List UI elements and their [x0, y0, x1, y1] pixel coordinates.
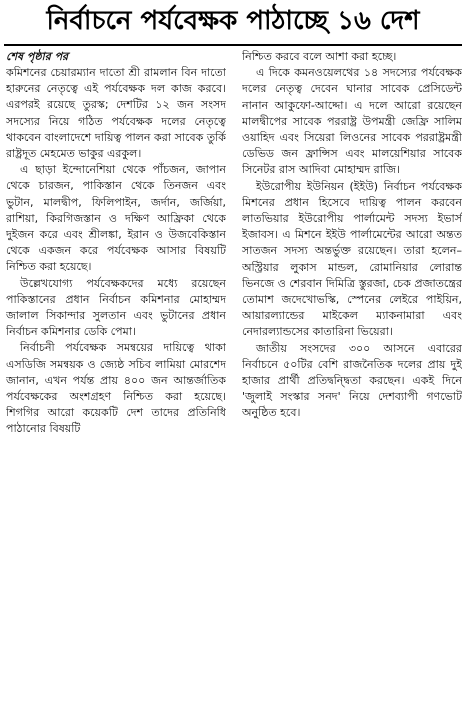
headline: নির্বাচনে পর্যবেক্ষক পাঠাচ্ছে ১৬ দেশ: [46, 6, 420, 36]
paragraph: নিশ্চিত করবে বলে আশা করা হচ্ছে।: [242, 50, 397, 63]
continued-from-label: শেষ পৃষ্ঠার পর: [6, 50, 69, 63]
paragraph: নির্বাচনী পর্যবেক্ষক সমন্বয়ের দায়িত্বে থাকা এসডিজি সমন্বয়ক ও জ্যেষ্ঠ সচিব লামিয়া মোরশেদ জানান, এখন পর্যন্ত প্রায় ৪০০ জন আন্তর্জাতিক পর্যবেক্ষকের অংশগ্রহণ নিশ্চিত করা হয়েছে। শিগগির আরো কয়েকটি দেশ তাদের প্রতিনিধি পাঠানোর বিষয়টি: [6, 341, 226, 436]
article-body: [6, 49, 462, 713]
left-column: [6, 49, 226, 713]
paragraph: ইউরোপীয় ইউনিয়ন (ইইউ) নির্বাচন পর্যবেক্ষক মিশনের প্রধান হিসেবে দায়িত্ব পালন করবেন লাতভিয়ার ইউরোপীয় পার্লামেন্ট সদস্য ইভার্স ইজাবস। এ মিশনে ইইউ পার্লামেন্টের আরো অন্তত সাতজন সদস্য অন্তর্ভুক্ত রয়েছেন। তারা হলেন– অস্ট্রিয়ার লুকাস মান্ডল, রোমানিয়ার লোরান্ত ভিনজে ও শেরবান দিমিত্রি স্তুরজা, চেক প্রজাতন্ত্রের তোমাশ জদেখোভস্কি, স্পেনের লেইরে পাইয়িন, আয়ারল্যান্ডের মাইকেল ম্যাকনামারা এবং নেদারল্যান্ডসের কাতারিনা ভিয়েরা।: [242, 179, 462, 339]
paragraph: এ ছাড়া ইন্দোনেশিয়া থেকে পাঁচজন, জাপান থেকে চারজন, পাকিস্তান থেকে তিনজন এবং ভুটান, মালদ্বীপ, ফিলিপাইন, জর্দান, জর্জিয়া, রাশিয়া, কিরগিজস্তান ও দক্ষিণ আফ্রিকা থেকে দুইজন করে এবং শ্রীলঙ্কা, ইরান ও উজবেকিস্তান থেকে একজন করে পর্যবেক্ষক আসার বিষয়টি নিশ্চিত করা হয়েছে।: [6, 163, 226, 274]
paragraph: জাতীয় সংসদের ৩০০ আসনে এবারের নির্বাচনে ৫০টির বেশি রাজনৈতিক দলের প্রায় দুই হাজার প্রার্থী প্রতিদ্বন্দ্বিতা করছেন। একই দিনে 'জুলাই সংস্কার সনদ' নিয়ে দেশব্যাপী গণভোট অনুষ্ঠিত হবে।: [242, 341, 462, 420]
paragraph: কমিশনের চেয়ারম্যান দাতো শ্রী রামলান বিন দাতো হারুনের নেতৃত্বে এই পর্যবেক্ষক দল কাজ করবে। এরপরই রয়েছে তুরস্ক; দেশটির ১২ জন সংসদ সদস্যের নিয়ে গঠিত পর্যবেক্ষক দলের নেতৃত্বে থাকবেন বাংলাদেশে দায়িত্ব পালন করা সাবেক তুর্কি রাষ্ট্রদূত মেহমেত ভাকুর এরকুল।: [6, 66, 226, 161]
paragraph: এ দিকে কমনওয়েলথের ১৪ সদস্যের পর্যবেক্ষক দলের নেতৃত্ব দেবেন ঘানার সাবেক প্রেসিডেন্ট নানান আকুফো-আদ্দো। এ দলে আরো রয়েছেন মালদ্বীপের সাবেক পররাষ্ট্র উপমন্ত্রী জেফ্রি সালিম ওয়াহিদ এবং সিয়েরা লিওনের সাবেক পররাষ্ট্রমন্ত্রী ডেভিড জন ফ্রান্সিস এবং মালয়েশিয়ার সাবেক সিনেটর রাস আদিবা মোহাম্মদ রাজি।: [242, 66, 462, 177]
right-column: [242, 49, 462, 713]
paragraph: উল্লেখযোগ্য পর্যবেক্ষকদের মধ্যে রয়েছেন পাকিস্তানের প্রধান নির্বাচন কমিশনার মোহাম্মদ জালাল সিকান্দার সুলতান এবং ভুটানের প্রধান নির্বাচন কমিশনার ডেকি পেমা।: [6, 276, 226, 339]
headline-rule: [4, 44, 462, 46]
